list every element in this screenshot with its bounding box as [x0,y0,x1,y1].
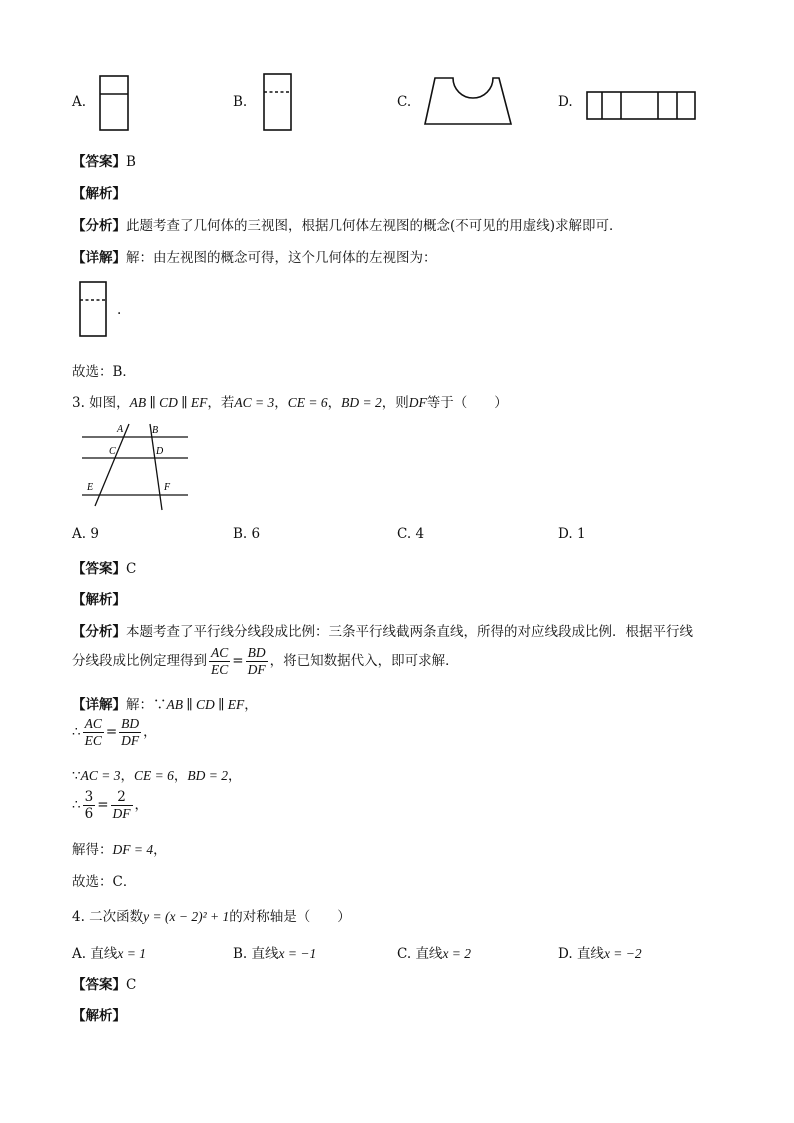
q3-parallel-lines-figure [78,420,193,512]
q2-answer-line [72,150,136,170]
equals: = [232,653,244,669]
q3-option-b-value: 6 [251,526,261,542]
q4-analysis-tag: 【解析】 [72,1008,126,1024]
q2-analysis-tag: 【解析】 [72,186,126,202]
q4-option-a [72,942,146,962]
comma: ， [134,797,148,813]
q3-fenxi-text-2a: 分线段成比例定理得到 [72,653,207,669]
q3-option-d [558,526,586,542]
q3-stem-df: DF [408,395,427,410]
q3-stem-comma-1: ， [274,395,288,411]
frac-num: BD [121,716,140,731]
q3-step-given [72,764,241,784]
q3-choose: 故选：C． [72,874,137,890]
given-ac: AC = 3 [80,768,121,783]
equals: = [97,797,109,813]
q2-option-d-figure [585,90,697,122]
q3-fenxi-text-1: 本题考查了平行线分线段成比例：三条平行线截两条直线，所得的对应线段成比例．根据平行线 [126,624,693,640]
q2-option-c-letter: C. [397,94,412,110]
q3-stem-ruo: ，若 [207,395,235,411]
q3-answer-line [72,557,136,577]
q3-xiangjie-comma: ， [244,697,258,713]
therefore-symbol: ∴ [72,797,81,813]
frac-num: AC [84,716,102,731]
q2-option-b-figure [262,72,294,132]
q4-option-b-letter: B. [233,946,248,962]
label-b: B [152,425,159,436]
label-a: A [117,424,124,435]
frac-den: DF [247,662,266,677]
q3-stem-prefix: 3. 如图， [72,395,130,411]
q2-choose: 故选：B． [72,364,136,380]
q4-answer-line [72,973,136,993]
q3-stem [72,391,508,411]
comma: ， [143,724,157,740]
q2-xiangjie-text: 解：由左视图的概念可得，这个几何体的左视图为： [126,250,437,266]
q2-option-d-letter: D. [558,94,573,110]
q3-fenxi-tag: 【分析】 [72,624,126,640]
q3-option-b [233,526,260,542]
q4-answer-tag: 【答案】 [72,977,126,993]
q3-option-d-letter: D. [558,526,573,542]
q2-left-view-figure [78,280,110,340]
q3-step-ratio [72,716,157,749]
q3-stem-end: 等于（ ） [426,395,508,411]
q3-option-c-value: 4 [415,526,425,542]
q3-stem-ze: ，则 [381,395,409,411]
q4-option-d [558,942,642,962]
q2-figure-period: . [117,302,122,318]
given-bd: BD = 2 [187,768,228,783]
q3-fenxi-text-2b: ，将已知数据代入，即可求解． [269,653,459,669]
q4-option-c-value: x = 2 [442,946,472,961]
q3-analysis-tag: 【解析】 [72,592,126,608]
q4-option-a-label: 直线 [90,946,118,962]
frac-den: EC [84,733,102,748]
q3-option-a-letter: A. [72,526,87,542]
q3-option-c-letter: C. [397,526,412,542]
q3-fenxi-line-1 [72,620,693,640]
q3-step-substitute [72,789,148,822]
q2-xiangjie-line [72,246,437,266]
fraction-ac-ec [83,716,104,749]
q3-step-result [72,838,167,858]
frac-num: BD [247,645,266,660]
frac-num: 2 [111,789,133,806]
equals: = [105,724,118,740]
frac-num: 3 [84,789,94,805]
label-f: F [164,482,171,493]
q3-option-b-letter: B. [233,526,248,542]
q2-fenxi-line [72,214,623,234]
q3-xiangjie-line [72,693,258,713]
q3-xiangjie-parallel: AB ∥ CD ∥ EF [166,697,245,712]
q2-fenxi-text: 此题考查了几何体的三视图，根据几何体左视图的概念(不可见的用虚线)求解即可． [126,218,623,234]
q3-stem-bd: BD = 2 [341,395,382,410]
q4-stem-b: 的对称轴是（ ） [229,909,351,925]
q4-option-c-letter: C. [397,946,412,962]
q3-option-c [397,526,424,542]
therefore-symbol: ∴ [72,724,81,740]
given-ce: CE = 6 [133,768,174,783]
q4-option-b-value: x = −1 [278,946,317,961]
q2-fenxi-tag: 【分析】 [72,218,126,234]
frac-den: EC [211,662,229,677]
q4-answer-value: C [126,977,137,993]
fraction-bd-df [119,716,141,749]
q2-answer-tag: 【答案】 [72,154,126,170]
q3-xiangjie-text: 解：∵ [126,697,167,713]
q2-answer-value: B [126,154,136,170]
q4-option-b-label: 直线 [251,946,279,962]
q2-xiangjie-tag: 【详解】 [72,250,126,266]
fraction-bd-df [246,645,268,678]
q3-option-a [72,526,99,542]
fraction-ac-ec [209,645,230,678]
q3-stem-comma-2: ， [327,395,342,411]
frac-den: DF [121,733,140,748]
frac-den: 6 [84,806,94,822]
solve-label: 解得： [72,842,113,858]
label-d: D [156,446,164,457]
solve-value: DF = 4 [112,842,154,857]
comma: ， [120,768,134,784]
q3-option-d-value: 1 [576,526,586,542]
q4-option-d-letter: D. [558,946,573,962]
comma: ， [173,768,188,784]
q4-option-b [233,942,316,962]
fraction-3-6 [83,789,96,822]
label-e: E [87,482,94,493]
q3-stem-parallel: AB ∥ CD ∥ EF [129,395,208,410]
transversal-ace [95,424,129,506]
fraction-2-df [111,789,133,822]
q4-option-c [397,942,471,962]
q4-option-d-label: 直线 [576,946,604,962]
q3-answer-value: C [126,561,137,577]
frac-num: AC [211,645,229,660]
q3-stem-ce: CE = 6 [287,395,328,410]
q2-option-a-letter: A. [72,94,87,110]
q3-fenxi-line-2 [72,645,459,678]
label-c: C [109,446,116,457]
q4-option-d-value: x = −2 [603,946,642,961]
q4-option-c-label: 直线 [415,946,443,962]
q3-option-a-value: 9 [90,526,99,542]
q3-xiangjie-tag: 【详解】 [72,697,126,713]
q3-stem-ac: AC = 3 [234,395,275,410]
frac-den: DF [112,806,131,821]
q3-answer-tag: 【答案】 [72,561,126,577]
q4-stem [72,905,351,925]
q4-option-a-letter: A. [72,946,87,962]
q4-option-a-value: x = 1 [117,946,146,961]
q4-stem-a: 4. 二次函数 [72,909,144,925]
q4-function: y = (x − 2)² + 1 [143,909,230,924]
q2-option-a-figure [98,74,132,132]
q2-option-c-figure [423,76,515,128]
q2-option-b-letter: B. [233,94,248,110]
comma: ， [227,768,242,784]
because-symbol: ∵ [72,768,81,784]
comma: ， [153,842,167,858]
